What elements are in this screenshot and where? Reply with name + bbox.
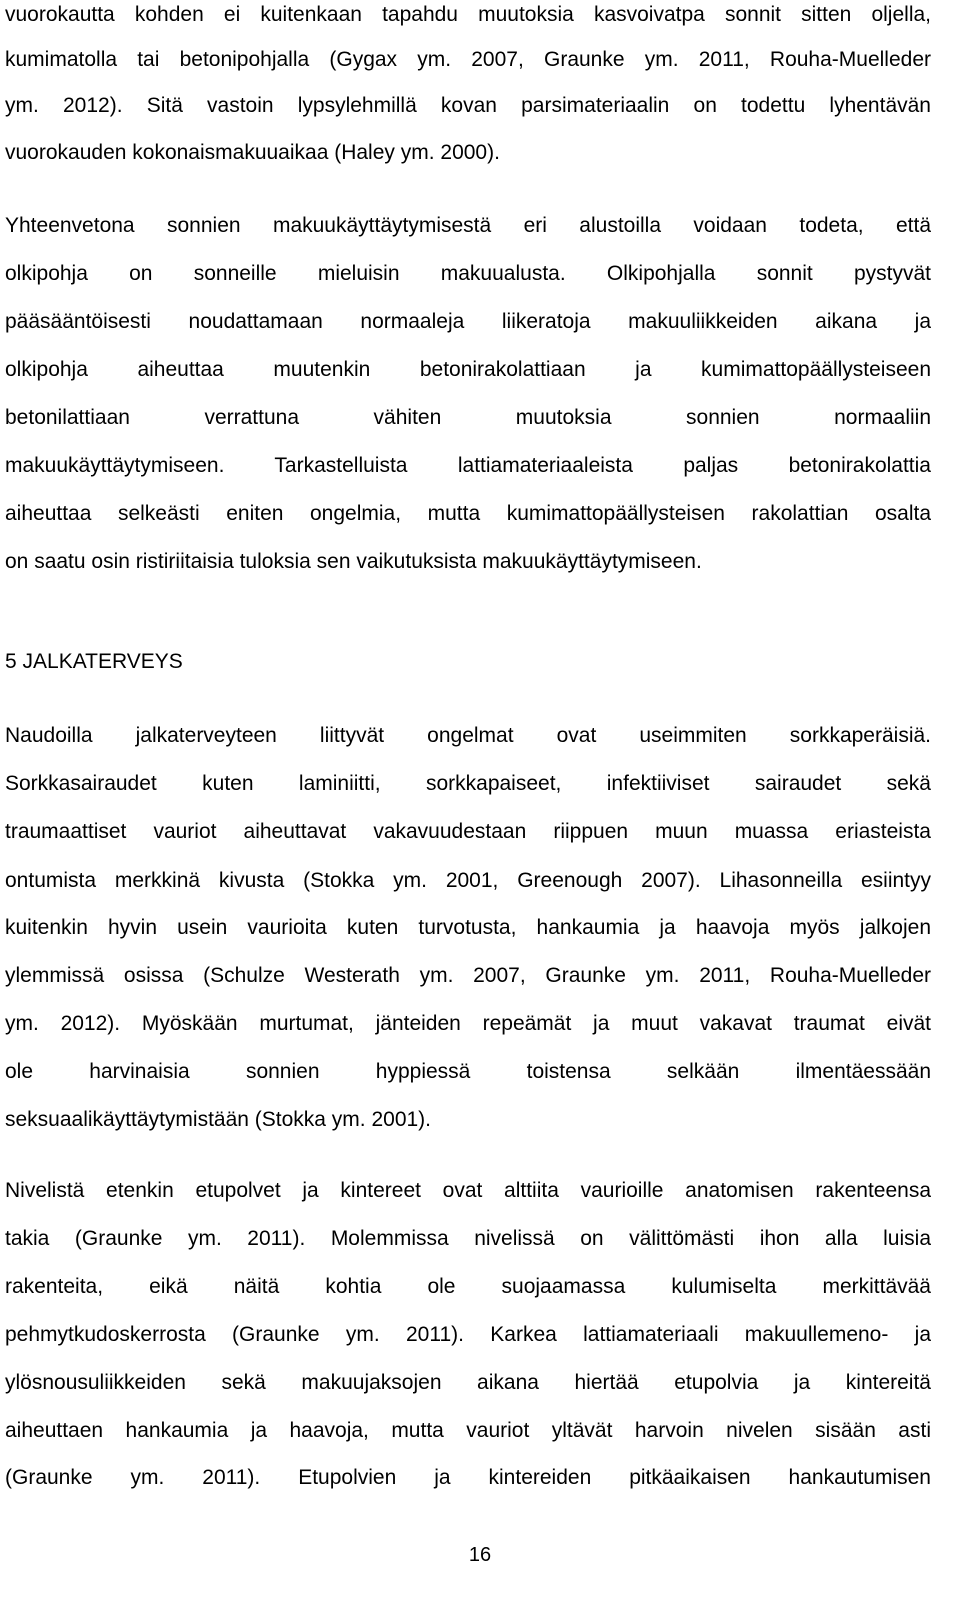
text-line: takia (Graunke ym. 2011). Molemmissa nivelissä on välittömästi ihon alla luisia — [5, 1227, 931, 1250]
text-line: vuorokauden kokonaismakuuaikaa (Haley ym. 2000). — [5, 141, 500, 164]
text-line: Nivelistä etenkin etupolvet ja kintereet ovat alttiita vaurioille anatomisen rakenteensa — [5, 1179, 931, 1202]
text-line: olkipohja aiheuttaa muutenkin betonirakolattiaan ja kumimattopäällysteiseen — [5, 358, 931, 381]
text-line: pääsääntöisesti noudattamaan normaaleja liikeratoja makuuliikkeiden aikana ja — [5, 310, 931, 333]
page-number: 16 — [468, 1544, 492, 1566]
text-line: olkipohja on sonneille mieluisin makuualusta. Olkipohjalla sonnit pystyvät — [5, 262, 931, 285]
text-line: makuukäyttäytymiseen. Tarkastelluista lattiamateriaaleista paljas betonirakolattia — [5, 454, 931, 477]
text-line: Sorkkasairaudet kuten laminiitti, sorkkapaiseet, infektiiviset sairaudet sekä — [5, 772, 931, 795]
text-line: aiheuttaa selkeästi eniten ongelmia, mutta kumimattopäällysteisen rakolattian osalta — [5, 502, 931, 525]
text-line: ym. 2012). Sitä vastoin lypsylehmillä kovan parsimateriaalin on todettu lyhentävän — [5, 94, 931, 117]
text-line: traumaattiset vauriot aiheuttavat vakavuudestaan riippuen muun muassa eriasteista — [5, 820, 931, 843]
text-line: kuitenkin hyvin usein vaurioita kuten turvotusta, hankaumia ja haavoja myös jalkojen — [5, 916, 931, 939]
text-line: ym. 2012). Myöskään murtumat, jänteiden repeämät ja muut vakavat traumat eivät — [5, 1012, 931, 1035]
text-line: kumimatolla tai betonipohjalla (Gygax ym. 2007, Graunke ym. 2011, Rouha-Muelleder — [5, 48, 931, 71]
text-line: betonilattiaan verrattuna vähiten muutoksia sonnien normaaliin — [5, 406, 931, 429]
text-line: aiheuttaen hankaumia ja haavoja, mutta vauriot yltävät harvoin nivelen sisään asti — [5, 1419, 931, 1442]
section-heading: 5 JALKATERVEYS — [5, 650, 183, 673]
text-line: ylemmissä osissa (Schulze Westerath ym. 2007, Graunke ym. 2011, Rouha-Muelleder — [5, 964, 931, 987]
text-line: ole harvinaisia sonnien hyppiessä toistensa selkään ilmentäessään — [5, 1060, 931, 1083]
text-line: vuorokautta kohden ei kuitenkaan tapahdu muutoksia kasvoivatpa sonnit sitten oljella, — [5, 3, 931, 26]
text-line: on saatu osin ristiriitaisia tuloksia sen vaikutuksista makuukäyttäytymiseen. — [5, 550, 702, 573]
text-line: (Graunke ym. 2011). Etupolvien ja kintereiden pitkäaikaisen hankautumisen — [5, 1466, 931, 1489]
text-line: pehmytkudoskerrosta (Graunke ym. 2011). Karkea lattiamateriaali makuullemeno- ja — [5, 1323, 931, 1346]
text-line: Naudoilla jalkaterveyteen liittyvät ongelmat ovat useimmiten sorkkaperäisiä. — [5, 724, 931, 747]
text-line: seksuaalikäyttäytymistään (Stokka ym. 2001). — [5, 1108, 432, 1131]
text-line: ylösnousuliikkeiden sekä makuujaksojen aikana hiertää etupolvia ja kintereitä — [5, 1371, 931, 1394]
text-line: rakenteita, eikä näitä kohtia ole suojaamassa kulumiselta merkittävää — [5, 1275, 931, 1298]
text-line: ontumista merkkinä kivusta (Stokka ym. 2001, Greenough 2007). Lihasonneilla esiintyy — [5, 869, 931, 892]
text-line: Yhteenvetona sonnien makuukäyttäytymisestä eri alustoilla voidaan todeta, että — [5, 214, 931, 237]
